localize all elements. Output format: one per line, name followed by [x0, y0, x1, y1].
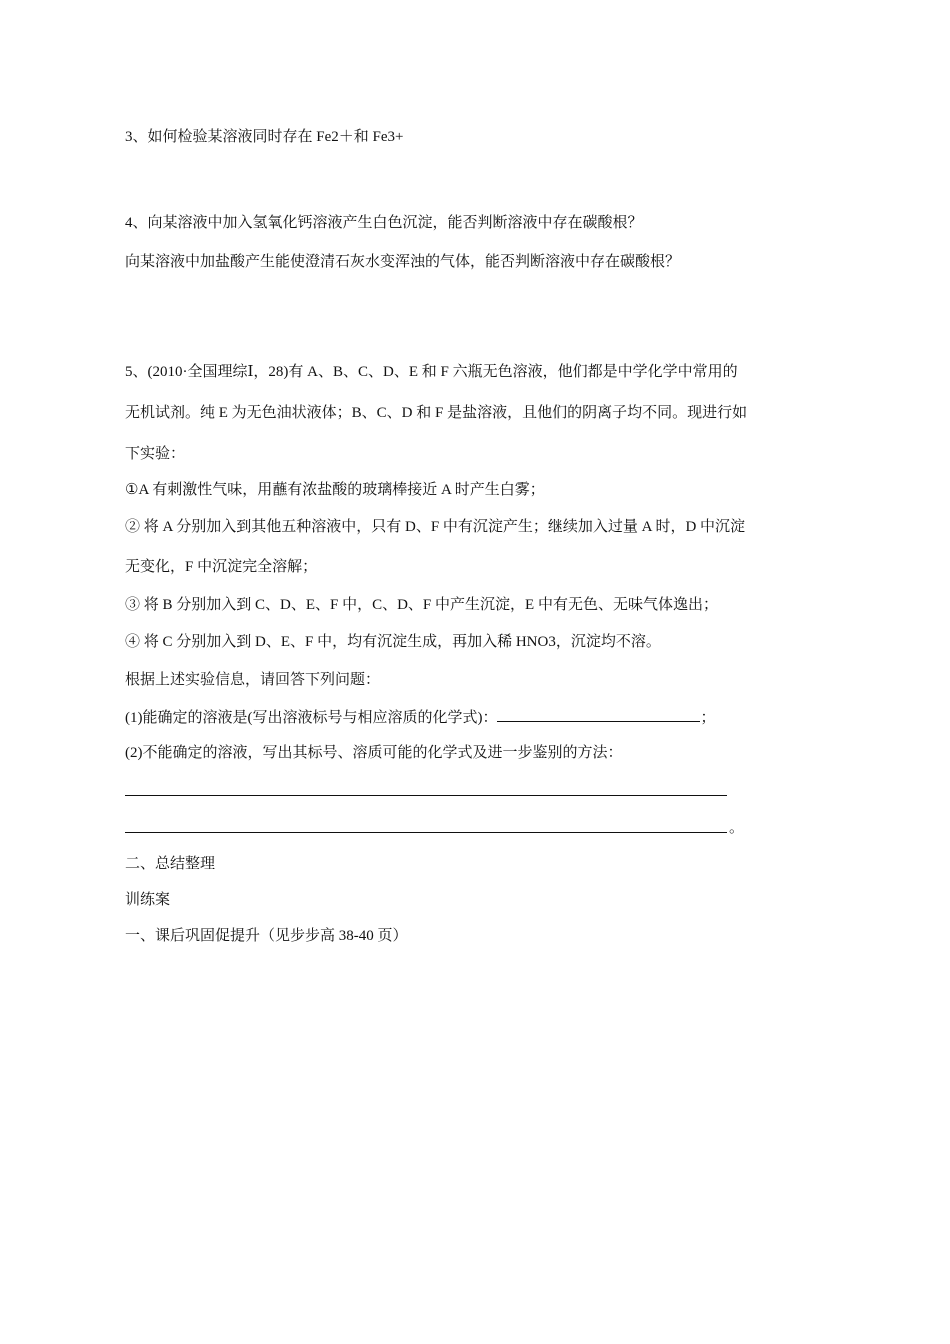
experiment-step-2-line-2: 无变化，F 中沉淀完全溶解；: [125, 559, 318, 575]
experiment-step-4: ④ 将 C 分别加入到 D、E、F 中，均有沉淀生成，再加入稀 HNO3，沉淀均不溶。: [125, 634, 661, 650]
question-5-intro-line-1: 5、(2010·全国理综Ⅰ，28)有 A、B、C、D、E 和 F 六瓶无色溶液，他们都是中学化学中常用的: [125, 364, 738, 380]
section-2-title: 二、总结整理: [125, 856, 216, 872]
question-5-intro-line-2: 无机试剂。纯 E 为无色油状液体；B、C、D 和 F 是盐溶液，且他们的阴离子均不同。现进行如: [125, 405, 748, 421]
question-4-line-2: 向某溶液中加盐酸产生能使澄清石灰水变浑浊的气体，能否判断溶液中存在碳酸根？: [125, 254, 681, 270]
experiment-step-3: ③ 将 B 分别加入到 C、D、E、F 中，C、D、F 中产生沉淀，E 中有无色、无味气体逸出；: [125, 597, 718, 613]
experiment-step-1: ①A 有刺激性气味，用蘸有浓盐酸的玻璃棒接近 A 时产生白雾；: [125, 482, 545, 498]
sub-question-1-end: ；: [700, 710, 716, 726]
sub-question-1-text: (1)能确定的溶液是(写出溶液标号与相应溶质的化学式)：: [125, 710, 498, 726]
sub-question-2: (2)不能确定的溶液，写出其标号、溶质可能的化学式及进一步鉴别的方法：: [125, 745, 623, 761]
training-title: 训练案: [125, 892, 171, 908]
answer-prompt: 根据上述实验信息，请回答下列问题：: [125, 672, 381, 688]
question-3: 3、如何检验某溶液同时存在 Fe2＋和 Fe3+: [125, 129, 404, 145]
answer-blank-end: 。: [729, 820, 745, 836]
answer-blank-line-1[interactable]: [125, 795, 727, 796]
question-4-line-1: 4、向某溶液中加入氢氧化钙溶液产生白色沉淀，能否判断溶液中存在碳酸根？: [125, 215, 643, 231]
answer-blank-line-2[interactable]: [125, 832, 727, 833]
question-5-intro-line-3: 下实验：: [125, 446, 186, 462]
training-item-1: 一、课后巩固促提升（见步步高 38-40 页）: [125, 928, 408, 944]
sub-question-1-blank[interactable]: [497, 707, 700, 722]
experiment-step-2-line-1: ② 将 A 分别加入到其他五种溶液中，只有 D、F 中有沉淀产生；继续加入过量 A 时，D 中沉淀: [125, 519, 746, 535]
sub-question-1: [125, 707, 716, 728]
